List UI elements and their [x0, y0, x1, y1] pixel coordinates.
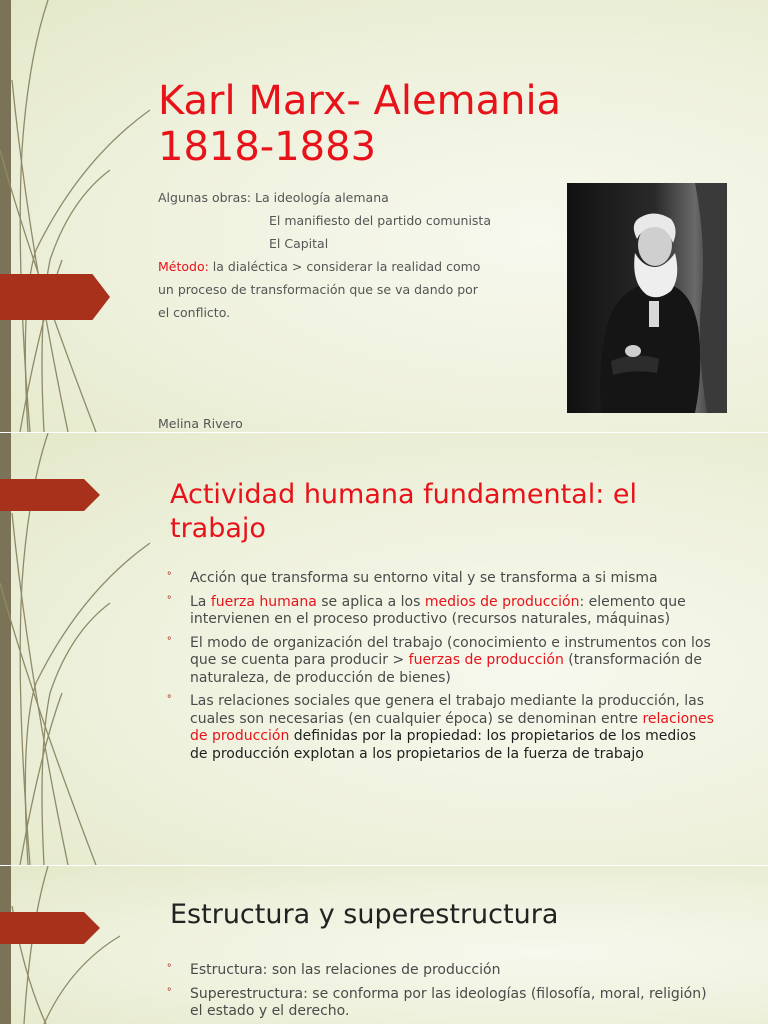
author-name: Melina Rivero — [158, 416, 243, 431]
bullet-marker-icon: ᐤ — [167, 692, 172, 705]
bullet-marker-icon: ᐤ — [167, 984, 172, 998]
list-item: ᐤ Acción que transforma su entorno vital y se transforma a si misma — [167, 569, 658, 586]
bullet-marker-icon: ᐤ — [167, 569, 172, 582]
portrait-photo — [567, 183, 727, 413]
work-item: El Capital — [269, 236, 329, 251]
slide-tab-marker — [0, 274, 110, 320]
list-item: ᐤ La fuerza humana se aplica a los medios de producción: elemento que intervienen en el proceso productivo (recursos naturales, máquinas) — [167, 592, 686, 627]
slide-title: Actividad humana fundamental: el trabajo — [170, 479, 637, 544]
list-item: ᐤ Estructura: son las relaciones de producción — [167, 961, 501, 978]
works-label: Algunas obras: La ideología alemana — [158, 190, 389, 205]
list-item: ᐤ El modo de organización del trabajo (conocimiento e instrumentos con los que se cuenta para producir > fuerzas de producción (transformación de naturaleza, de producción de bienes) — [167, 633, 711, 686]
bullet-marker-icon: ᐤ — [167, 592, 172, 606]
list-item: ᐤ Superestructura: se conforma por las ideologías (filosofía, moral, religión) el estado y el derecho. — [167, 984, 707, 1019]
slide-3 — [0, 866, 768, 1024]
method-line: Método: la dialéctica > considerar la realidad como — [158, 259, 481, 274]
highlight-term: fuerza humana — [210, 593, 317, 610]
method-line: el conflicto. — [158, 305, 231, 320]
work-item: El manifiesto del partido comunista — [269, 213, 491, 228]
highlight-term: fuerzas de producción — [408, 652, 564, 668]
bullet-marker-icon: ᐤ — [167, 633, 172, 647]
slide-title: Karl Marx- Alemania 1818-1883 — [158, 78, 562, 170]
highlight-term: medios de producción — [424, 593, 580, 610]
list-item: ᐤ Las relaciones sociales que genera el trabajo mediante la producción, las cuales son necesarias (en cualquier época) se denominan entre relaciones de producción definidas por la propiedad: los propietarios de los medios de producción explotan a los propietarios de la fuerza de trabajo — [167, 692, 714, 762]
highlight-term: relaciones de producción — [190, 710, 714, 744]
bullet-marker-icon: ᐤ — [167, 961, 172, 974]
slide-tab-marker — [0, 479, 100, 511]
slide-1 — [0, 0, 768, 432]
method-line: un proceso de transformación que se va dando por — [158, 282, 478, 297]
works-list — [158, 186, 491, 324]
frond-decoration-icon — [0, 0, 160, 432]
slide-tab-marker — [0, 912, 100, 944]
frond-decoration-icon — [0, 866, 160, 1024]
slide-title: Estructura y superestructura — [170, 899, 559, 930]
method-label: Método: — [158, 259, 209, 274]
bullet-list — [167, 569, 715, 769]
bullet-list — [167, 961, 715, 1024]
